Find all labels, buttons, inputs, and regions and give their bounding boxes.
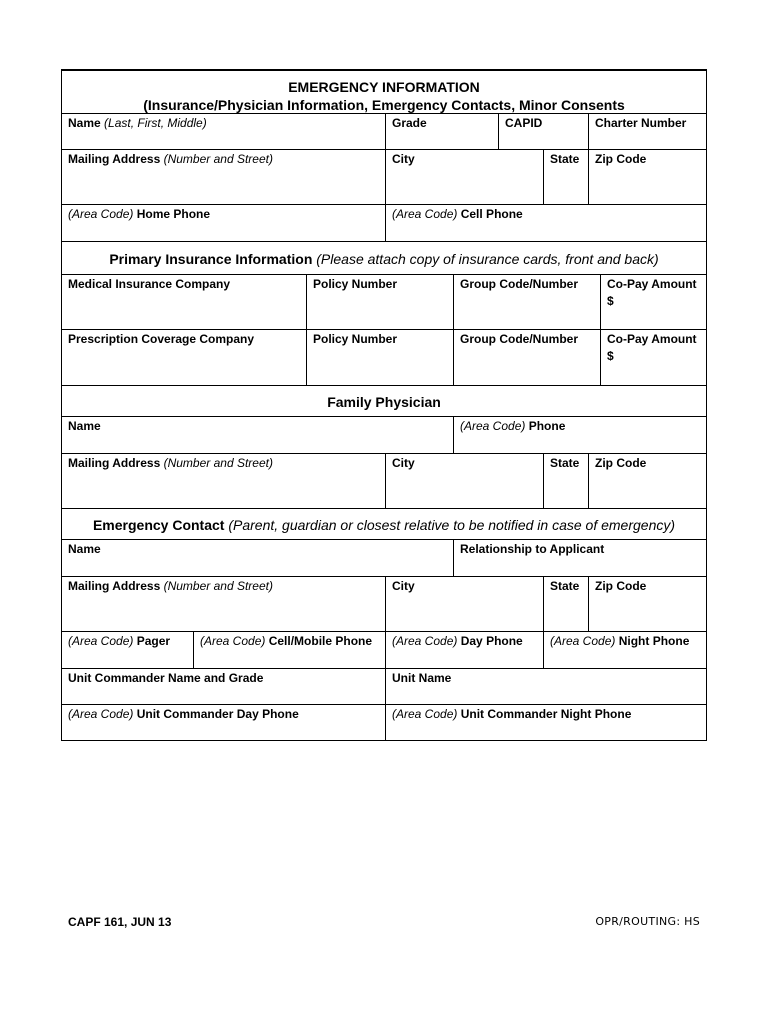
rx-copay-field[interactable] bbox=[600, 330, 706, 385]
mobile-phone-field[interactable] bbox=[193, 632, 385, 668]
zip-label: Zip Code bbox=[595, 456, 647, 470]
policy-number-label: Policy Number bbox=[313, 332, 398, 346]
physician-name-field[interactable] bbox=[62, 417, 453, 453]
pager-field[interactable] bbox=[62, 632, 193, 668]
area-code-hint: (Area Code) bbox=[68, 707, 134, 721]
medical-policy-field[interactable] bbox=[306, 275, 453, 329]
area-code-hint: (Area Code) bbox=[68, 634, 134, 648]
emergency-zip-field[interactable] bbox=[588, 577, 706, 631]
group-code-label: Group Code/Number bbox=[460, 277, 579, 291]
cell-phone-field[interactable] bbox=[385, 205, 706, 241]
area-code-hint: (Area Code) bbox=[550, 634, 616, 648]
emergency-mailing-address-field[interactable] bbox=[62, 577, 385, 631]
physician-city-field[interactable] bbox=[385, 454, 543, 508]
relationship-field[interactable] bbox=[453, 540, 706, 576]
area-code-hint: (Area Code) bbox=[200, 634, 266, 648]
physician-phone-label: Phone bbox=[528, 419, 566, 433]
capid-label: CAPID bbox=[505, 116, 543, 130]
commander-day-label: Unit Commander Day Phone bbox=[136, 707, 299, 721]
insurance-heading: Primary Insurance Information bbox=[109, 251, 313, 267]
day-phone-label: Day Phone bbox=[460, 634, 523, 648]
name-label: Name bbox=[68, 116, 101, 130]
charter-number-field[interactable] bbox=[588, 114, 706, 149]
applicant-phone-row bbox=[61, 205, 707, 242]
commander-phone-row bbox=[61, 705, 707, 741]
zip-label: Zip Code bbox=[595, 152, 647, 166]
charter-label: Charter Number bbox=[595, 116, 687, 130]
applicant-mailing-address-field[interactable] bbox=[62, 150, 385, 204]
physician-phone-field[interactable] bbox=[453, 417, 706, 453]
emergency-heading: Emergency Contact bbox=[92, 517, 225, 533]
medical-group-field[interactable] bbox=[453, 275, 600, 329]
emergency-phone-row bbox=[61, 632, 707, 669]
area-code-hint: (Area Code) bbox=[68, 207, 134, 221]
medical-insurance-row bbox=[61, 275, 707, 330]
form-id: CAPF 161, JUN 13 bbox=[68, 915, 172, 929]
medical-company-field[interactable] bbox=[62, 275, 306, 329]
medical-copay-field[interactable] bbox=[600, 275, 706, 329]
emergency-heading-hint: (Parent, guardian or closest relative to be notified in case of emergency) bbox=[228, 517, 676, 533]
home-phone-label: Home Phone bbox=[136, 207, 211, 221]
insurance-heading-hint: (Please attach copy of insurance cards, front and back) bbox=[316, 251, 659, 267]
applicant-city-field[interactable] bbox=[385, 150, 543, 204]
emergency-section-heading bbox=[61, 509, 707, 540]
city-label: City bbox=[392, 456, 415, 470]
applicant-name-row bbox=[61, 114, 707, 150]
area-code-hint: (Area Code) bbox=[392, 634, 458, 648]
emergency-address-row bbox=[61, 577, 707, 632]
physician-state-field[interactable] bbox=[543, 454, 588, 508]
mailing-hint: (Number and Street) bbox=[163, 579, 273, 593]
policy-number-label: Policy Number bbox=[313, 277, 398, 291]
emergency-form bbox=[61, 69, 707, 741]
cell-phone-label: Cell Phone bbox=[460, 207, 523, 221]
unit-name-field[interactable] bbox=[385, 669, 706, 704]
physician-name-row bbox=[61, 417, 707, 454]
physician-name-label: Name bbox=[68, 419, 101, 433]
dollar-sign: $ bbox=[607, 349, 614, 363]
copay-label: Co-Pay Amount bbox=[607, 332, 697, 346]
night-phone-field[interactable] bbox=[543, 632, 706, 668]
area-code-hint: (Area Code) bbox=[392, 707, 458, 721]
physician-zip-field[interactable] bbox=[588, 454, 706, 508]
emergency-name-field[interactable] bbox=[62, 540, 453, 576]
physician-address-row bbox=[61, 454, 707, 509]
rx-policy-field[interactable] bbox=[306, 330, 453, 385]
mailing-hint: (Number and Street) bbox=[163, 456, 273, 470]
area-code-hint: (Area Code) bbox=[460, 419, 526, 433]
commander-night-phone-field[interactable] bbox=[385, 705, 706, 740]
commander-name-field[interactable] bbox=[62, 669, 385, 704]
emergency-name-row bbox=[61, 540, 707, 577]
group-code-label: Group Code/Number bbox=[460, 332, 579, 346]
form-subtitle: (Insurance/Physician Information, Emergency Contacts, Minor Consents bbox=[143, 97, 625, 113]
applicant-name-field[interactable] bbox=[62, 114, 385, 149]
mailing-label: Mailing Address bbox=[68, 579, 161, 593]
day-phone-field[interactable] bbox=[385, 632, 543, 668]
home-phone-field[interactable] bbox=[62, 205, 385, 241]
rx-company-label: Prescription Coverage Company bbox=[68, 332, 255, 346]
relationship-label: Relationship to Applicant bbox=[460, 542, 605, 556]
emergency-city-field[interactable] bbox=[385, 577, 543, 631]
mailing-label: Mailing Address bbox=[68, 152, 161, 166]
insurance-section-heading bbox=[61, 242, 707, 275]
form-header bbox=[61, 69, 707, 114]
zip-label: Zip Code bbox=[595, 579, 647, 593]
prescription-coverage-row bbox=[61, 330, 707, 386]
form-title: EMERGENCY INFORMATION bbox=[288, 79, 480, 95]
grade-label: Grade bbox=[392, 116, 427, 130]
applicant-state-field[interactable] bbox=[543, 150, 588, 204]
mailing-label: Mailing Address bbox=[68, 456, 161, 470]
capid-field[interactable] bbox=[498, 114, 588, 149]
pager-label: Pager bbox=[136, 634, 171, 648]
commander-night-label: Unit Commander Night Phone bbox=[460, 707, 632, 721]
commander-day-phone-field[interactable] bbox=[62, 705, 385, 740]
physician-section-heading bbox=[61, 386, 707, 417]
routing-code: OPR/ROUTING: HS bbox=[595, 915, 700, 928]
city-label: City bbox=[392, 152, 415, 166]
rx-company-field[interactable] bbox=[62, 330, 306, 385]
mobile-phone-label: Cell/Mobile Phone bbox=[268, 634, 373, 648]
medical-company-label: Medical Insurance Company bbox=[68, 277, 231, 291]
state-label: State bbox=[550, 579, 580, 593]
area-code-hint: (Area Code) bbox=[392, 207, 458, 221]
copay-label: Co-Pay Amount bbox=[607, 277, 697, 291]
applicant-zip-field[interactable] bbox=[588, 150, 706, 204]
emergency-name-label: Name bbox=[68, 542, 101, 556]
night-phone-label: Night Phone bbox=[618, 634, 690, 648]
state-label: State bbox=[550, 152, 580, 166]
rx-group-field[interactable] bbox=[453, 330, 600, 385]
unit-commander-row bbox=[61, 669, 707, 705]
mailing-hint: (Number and Street) bbox=[163, 152, 273, 166]
physician-heading: Family Physician bbox=[327, 394, 441, 410]
city-label: City bbox=[392, 579, 415, 593]
state-label: State bbox=[550, 456, 580, 470]
physician-mailing-address-field[interactable] bbox=[62, 454, 385, 508]
emergency-state-field[interactable] bbox=[543, 577, 588, 631]
applicant-address-row bbox=[61, 150, 707, 205]
unit-name-label: Unit Name bbox=[392, 671, 452, 685]
name-hint: (Last, First, Middle) bbox=[104, 116, 207, 130]
grade-field[interactable] bbox=[385, 114, 498, 149]
commander-name-label: Unit Commander Name and Grade bbox=[68, 671, 264, 685]
dollar-sign: $ bbox=[607, 294, 614, 308]
